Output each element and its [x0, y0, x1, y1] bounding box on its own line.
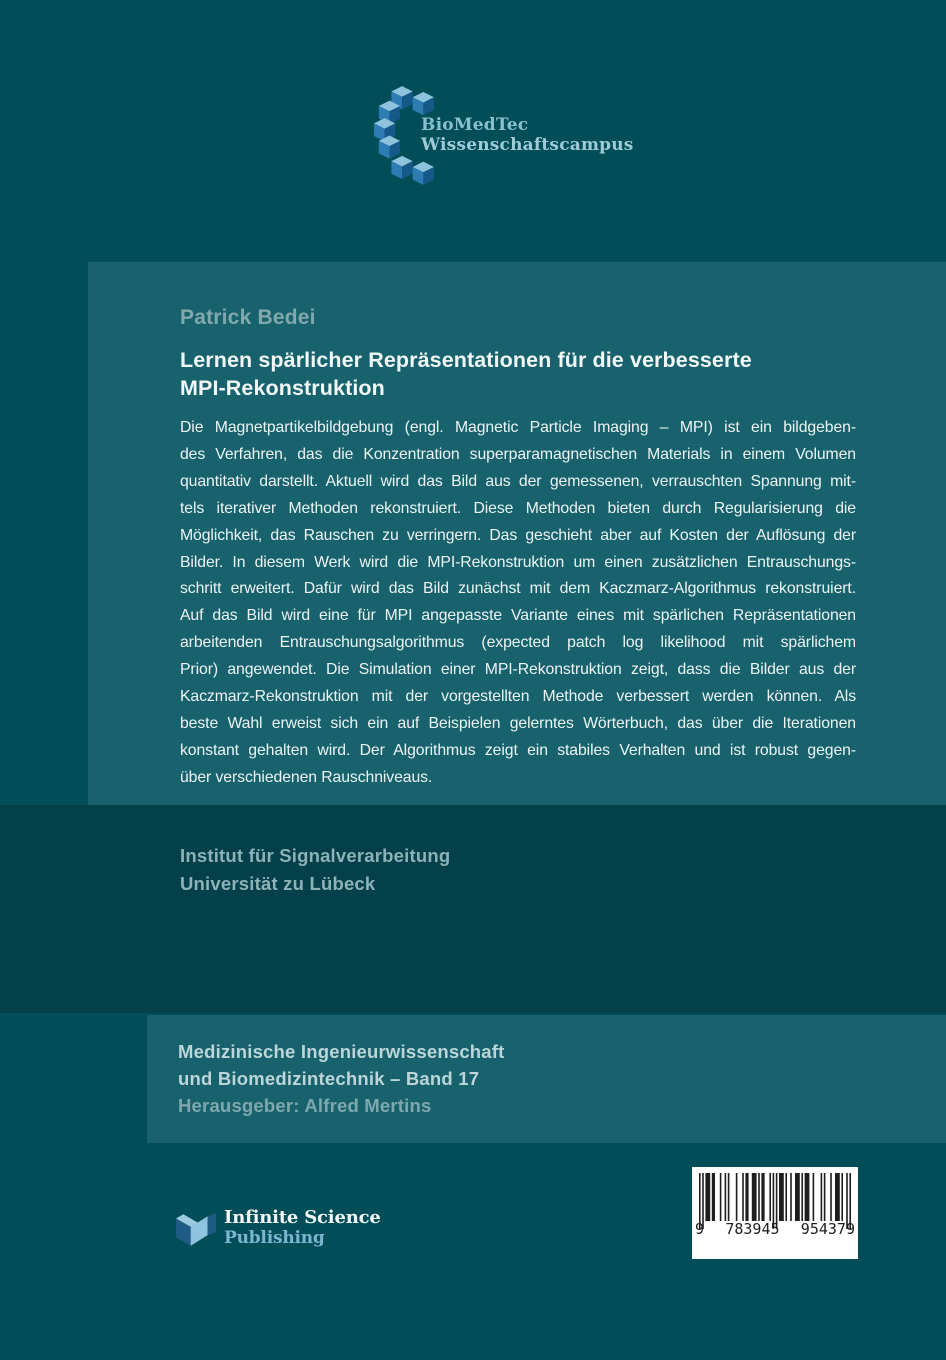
- institute-band: [0, 805, 946, 1013]
- publisher-logo: [176, 1207, 381, 1248]
- university-name: Universität zu Lübeck: [180, 872, 376, 894]
- campus-logo-text: [421, 116, 634, 155]
- series-panel: [147, 1015, 946, 1143]
- publisher-ribbon-icon: [176, 1211, 218, 1247]
- book-title-line1: Lernen spärlicher Repräsentationen für die verbesserte: [180, 348, 752, 372]
- series-editor: Herausgeber: Alfred Mertins: [178, 1095, 432, 1116]
- series-title-line1: Medizinische Ingenieurwissenschaft: [178, 1041, 505, 1062]
- abstract-text: Die Magnetpartikelbildgebung (engl. Magnetic Particle Imaging – MPI) ist ein bildgeben- des Verfahren, das die Konzentration superparamagnetischen Materials in einem Volumen quantitativ darstellt. Aktuell wird das Bild aus der gemessenen, verrauschten Spannung mit- tels iterativer Methoden rekonstruiert. Diese Methoden bieten durch Regularisierung die Möglichkeit, das Rauschen zu verringern. Das geschieht aber auf Kosten der Auflösung der Bilder. In diesem Werk wird die MPI-Rekonstruktion um einen zusätzlichen Entrauschungs- schritt erweitert. Dafür wird das Bild zunächst mit dem Kaczmarz-Algorithmus rekonstruiert. Auf das Bild wird eine für MPI angepasste Variante eines mit spärlichen Repräsentationen arbeitenden Entrauschungsalgorithmus (expected patch log likelihood mit spärlichem Prior) angewendet. Die Simulation einer MPI-Rekonstruktion zeigt, dass die Bilder aus der Kaczmarz-Rekonstruktion mit der vorgestellten Methode verbessert werden können. Als beste Wahl erweist sich ein auf Beispielen gelerntes Wörterbuch, das über die Iterationen konstant gehalten wird. Der Algorithmus zeigt ein stabiles Verhalten und ist robust gegen- über verschiedenen Rauschniveaus.: [180, 419, 856, 786]
- book-title-line2: MPI-Rekonstruktion: [180, 376, 385, 400]
- isbn-barcode: [692, 1167, 858, 1259]
- author-name: Patrick Bedei: [180, 306, 316, 329]
- publisher-text: [224, 1207, 381, 1248]
- campus-logo-name: BioMedTec: [421, 115, 529, 135]
- abstract-panel: [88, 262, 946, 805]
- book-title: [180, 346, 946, 402]
- publisher-name: Infinite Science: [224, 1207, 381, 1228]
- series-title-line2: und Biomedizintechnik – Band 17: [178, 1068, 480, 1089]
- campus-logo-campus: Wissenschaftscampus: [421, 134, 634, 155]
- institute-name: Institut für Signalverarbeitung: [180, 845, 451, 866]
- publisher-type: Publishing: [224, 1228, 325, 1248]
- isbn-digits: 9 783945 954379: [695, 1220, 855, 1238]
